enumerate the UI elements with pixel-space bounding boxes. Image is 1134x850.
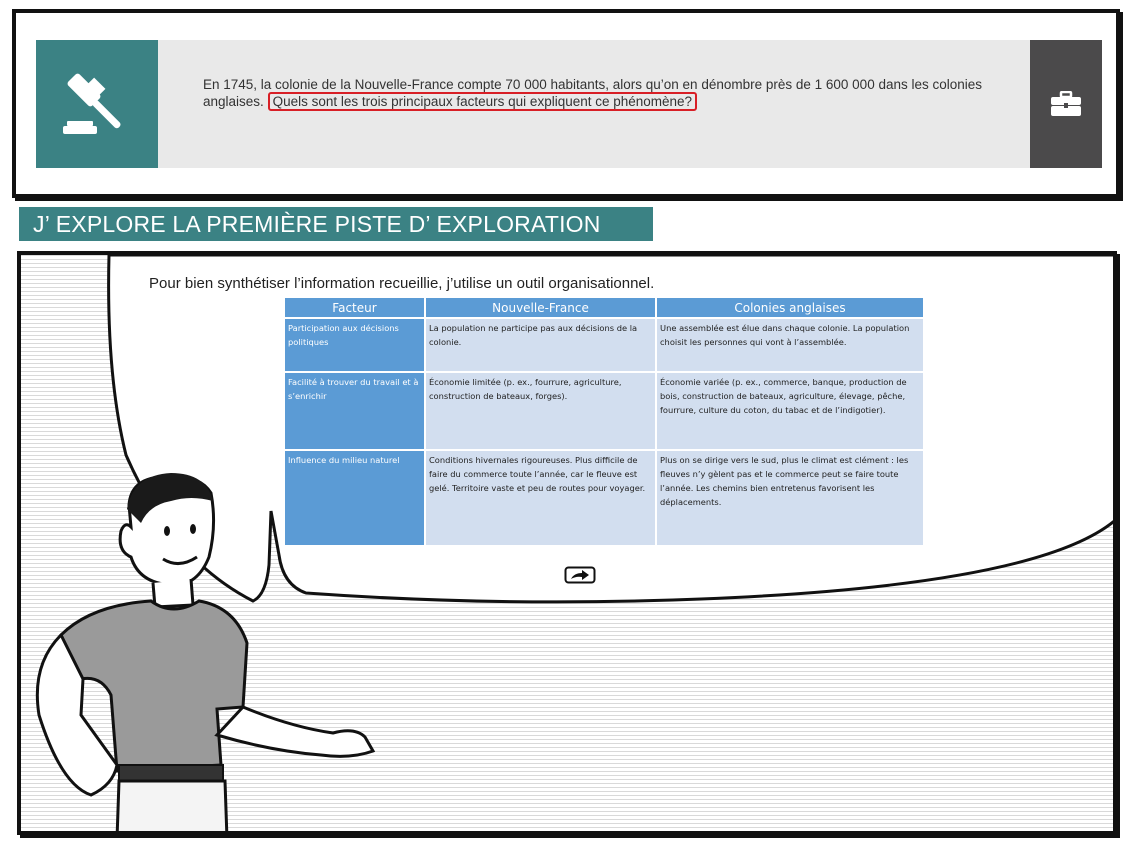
question-text <box>203 76 1003 110</box>
table-row <box>284 372 924 450</box>
header-nouvelle-france: Nouvelle-France <box>425 297 656 318</box>
nouvelle-france-cell: La population ne participe pas aux décisions de la colonie. <box>425 318 656 372</box>
question-highlight: Quels sont les trois principaux facteurs qui expliquent ce phénomène? <box>268 92 698 111</box>
arrow-right-icon <box>564 566 596 584</box>
gavel-icon <box>57 64 137 144</box>
nouvelle-france-cell: Économie limitée (p. ex., fourrure, agriculture, construction de bateaux, forges). <box>425 372 656 450</box>
table-row <box>284 450 924 546</box>
nouvelle-france-cell: Conditions hivernales rigoureuses. Plus difficile de faire du commerce toute l’année, car le fleuve est gelé. Territoire vaste et peu de routes pour voyager. <box>425 450 656 546</box>
colonies-anglaises-cell: Économie variée (p. ex., commerce, banque, production de bois, construction de bateaux, agriculture, élevage, pêche, fourrure, culture du coton, du tabac et de l’indigotier). <box>656 372 924 450</box>
factor-cell: Facilité à trouver du travail et à s’enrichir <box>284 372 425 450</box>
gavel-tile <box>36 40 158 168</box>
next-button[interactable] <box>564 566 596 584</box>
briefcase-icon <box>1050 91 1082 117</box>
factor-cell: Influence du milieu naturel <box>284 450 425 546</box>
question-bar <box>36 40 1102 168</box>
briefcase-button[interactable] <box>1030 40 1102 168</box>
table-header-row <box>284 297 924 318</box>
section-title: J’ EXPLORE LA PREMIÈRE PISTE D’ EXPLORATION <box>19 207 653 241</box>
panel-intro: Pour bien synthétiser l’information recueillie, j’utilise un outil organisationnel. <box>149 275 655 292</box>
colonies-anglaises-cell: Plus on se dirige vers le sud, plus le climat est clément : les fleuves n’y gèlent pas et le commerce peut se faire toute l’année. Les chemins bien entretenus favorisent les déplacements. <box>656 450 924 546</box>
question-intro: En 1745, la colonie de la Nouvelle-France compte 70 000 habitants, alors qu’on en dénombre près de 1 600 000 dans les colonies anglaises. <box>203 77 983 109</box>
factor-cell: Participation aux décisions politiques <box>284 318 425 372</box>
header-colonies-anglaises: Colonies anglaises <box>656 297 924 318</box>
header-factor: Facteur <box>284 297 425 318</box>
question-frame <box>12 9 1120 198</box>
factors-table <box>283 296 925 547</box>
table-row <box>284 318 924 372</box>
colonies-anglaises-cell: Une assemblée est élue dans chaque colonie. La population choisit les personnes qui vont à l’assemblée. <box>656 318 924 372</box>
